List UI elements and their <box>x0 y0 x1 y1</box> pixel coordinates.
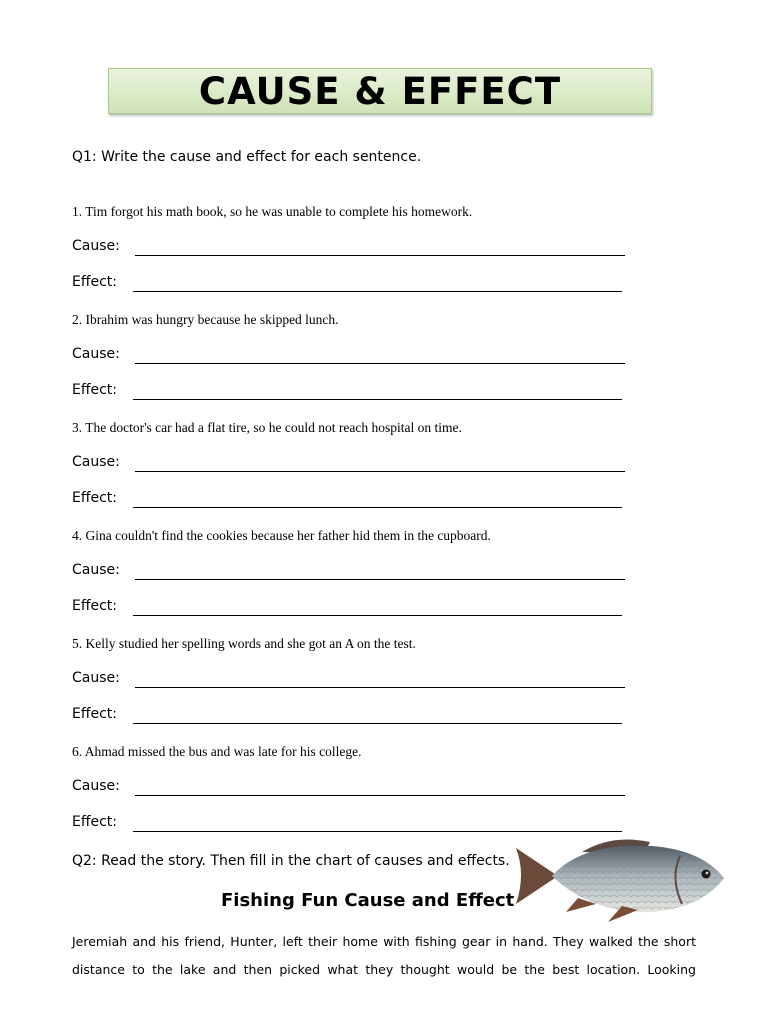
effect-answer-row <box>72 274 628 294</box>
cause-answer-row <box>72 778 628 798</box>
cause-answer-line[interactable] <box>135 687 625 688</box>
story-text <box>72 928 696 984</box>
cause-answer-row <box>72 454 628 474</box>
item-sentence: 5. Kelly studied her spelling words and she got an A on the test. <box>72 636 416 651</box>
effect-label: Effect: <box>72 382 118 398</box>
story-title: Fishing Fun Cause and Effect <box>221 890 515 911</box>
item-sentence: 3. The doctor's car had a flat tire, so he could not reach hospital on time. <box>72 420 462 435</box>
question-2: Q2: Read the story. Then fill in the chart of causes and effects. <box>72 853 510 869</box>
effect-answer-row <box>72 598 628 618</box>
effect-answer-row <box>72 814 628 834</box>
cause-answer-row <box>72 562 628 582</box>
item-sentence: 2. Ibrahim was hungry because he skipped lunch. <box>72 312 339 327</box>
item-5 <box>72 636 632 744</box>
effect-answer-line[interactable] <box>133 291 622 292</box>
page-title: CAUSE & EFFECT <box>198 69 562 113</box>
effect-answer-row <box>72 706 628 726</box>
effect-answer-line[interactable] <box>133 399 622 400</box>
item-3 <box>72 420 632 528</box>
cause-label: Cause: <box>72 778 120 794</box>
cause-answer-line[interactable] <box>135 255 625 256</box>
title-banner <box>108 68 652 114</box>
effect-answer-line[interactable] <box>133 831 622 832</box>
item-4 <box>72 528 632 636</box>
effect-label: Effect: <box>72 706 118 722</box>
effect-answer-row <box>72 382 628 402</box>
fish-tail <box>516 848 558 904</box>
cause-label: Cause: <box>72 670 120 686</box>
fish-image <box>512 834 730 922</box>
story-line: distance to the lake and then picked what they thought would be the best location. Looking <box>72 962 696 977</box>
cause-answer-line[interactable] <box>135 579 625 580</box>
question-1-items <box>72 204 632 852</box>
cause-answer-line[interactable] <box>135 795 625 796</box>
cause-answer-row <box>72 670 628 690</box>
effect-answer-line[interactable] <box>133 507 622 508</box>
question-1: Q1: Write the cause and effect for each sentence. <box>72 149 422 165</box>
effect-label: Effect: <box>72 274 118 290</box>
effect-answer-row <box>72 490 628 510</box>
item-sentence: 1. Tim forgot his math book, so he was unable to complete his homework. <box>72 204 473 219</box>
cause-answer-line[interactable] <box>135 363 625 364</box>
effect-label: Effect: <box>72 814 118 830</box>
cause-label: Cause: <box>72 454 120 470</box>
cause-answer-row <box>72 238 628 258</box>
item-1 <box>72 204 632 312</box>
cause-label: Cause: <box>72 346 120 362</box>
effect-label: Effect: <box>72 598 118 614</box>
cause-label: Cause: <box>72 238 120 254</box>
story-line: Jeremiah and his friend, Hunter, left their home with fishing gear in hand. They walked the short <box>72 934 696 949</box>
cause-label: Cause: <box>72 562 120 578</box>
effect-answer-line[interactable] <box>133 615 622 616</box>
effect-answer-line[interactable] <box>133 723 622 724</box>
fish-eye <box>702 870 711 879</box>
effect-label: Effect: <box>72 490 118 506</box>
cause-answer-row <box>72 346 628 366</box>
cause-answer-line[interactable] <box>135 471 625 472</box>
item-sentence: 6. Ahmad missed the bus and was late for his college. <box>72 744 362 759</box>
item-sentence: 4. Gina couldn't find the cookies because her father hid them in the cupboard. <box>72 528 491 543</box>
item-2 <box>72 312 632 420</box>
